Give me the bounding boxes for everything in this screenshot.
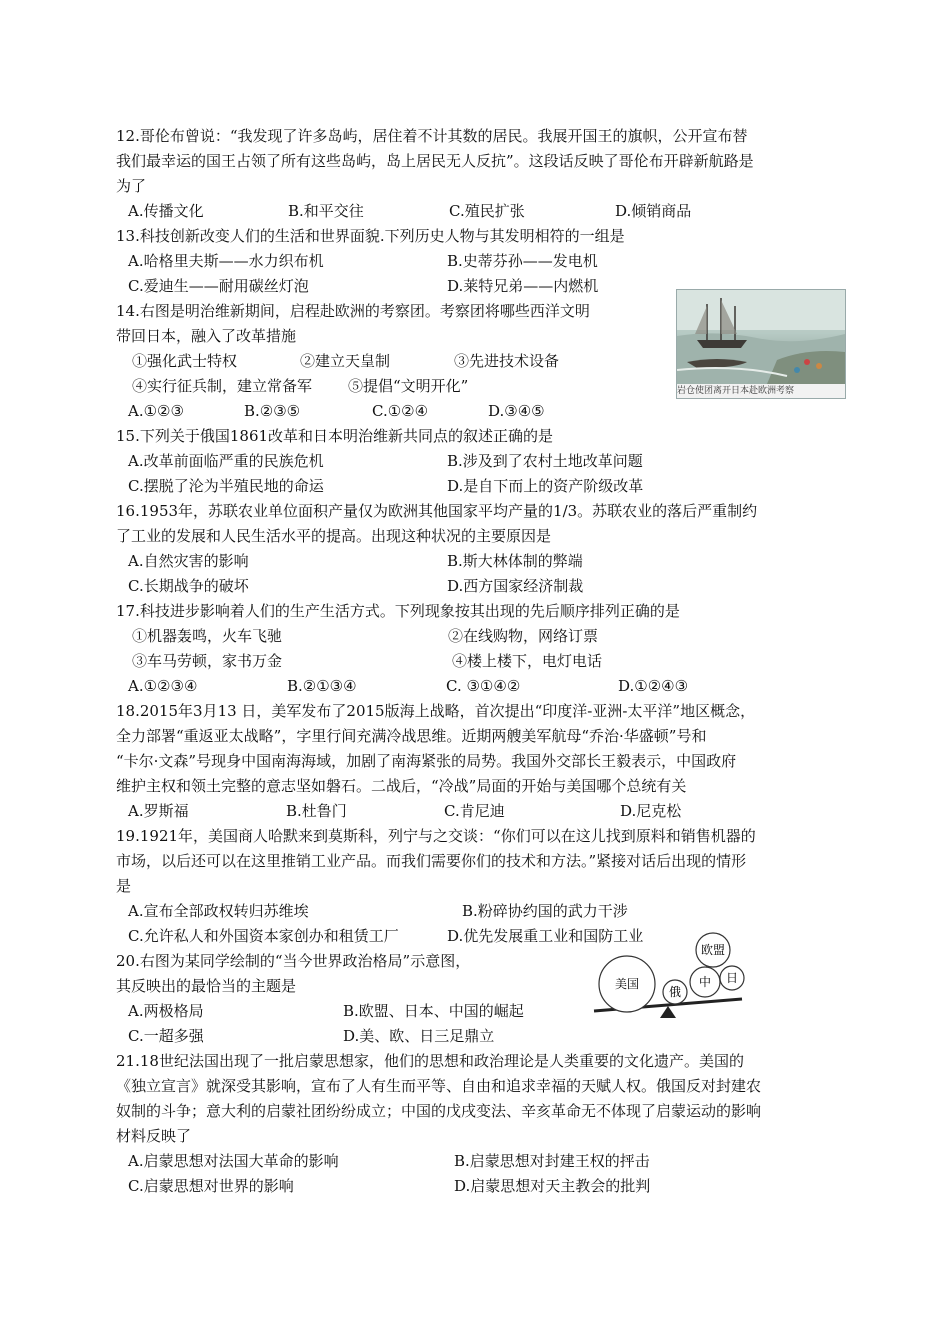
- q19-option-b: B.粉碎协约国的武力干涉: [462, 902, 628, 920]
- q15-option-b: B.涉及到了农村土地改革问题: [447, 452, 643, 470]
- q19-line-1: 19.1921年，美国商人哈默来到莫斯科，列宁与之交谈：“你们可以在这儿找到原料和销售机器的: [116, 827, 756, 845]
- q20-option-d: D.美、欧、日三足鼎立: [343, 1027, 495, 1045]
- q13-option-a: A.哈格里夫斯——水力织布机: [128, 252, 324, 270]
- image-caption: 岩仓使团离开日本赴欧洲考察: [677, 384, 845, 398]
- q14-item-3: ③先进技术设备: [454, 352, 560, 370]
- q16-option-a: A.自然灾害的影响: [128, 552, 249, 570]
- q12-line-2: 我们最幸运的国王占领了所有这些岛屿，岛上居民无人反抗”。这段话反映了哥伦布开辟新航路是: [116, 152, 754, 170]
- q21-option-d: D.启蒙思想对天主教会的批判: [454, 1177, 651, 1195]
- eu-label: 欧盟: [700, 943, 726, 957]
- q17-item-3: ③车马劳顿，家书万金: [132, 652, 283, 670]
- q21-line-1: 21.18世纪法国出现了一批启蒙思想家，他们的思想和政治理论是人类重要的文化遗产。美国的: [116, 1052, 744, 1070]
- q12-option-a: A.传播文化: [128, 202, 204, 220]
- q19-line-2: 市场，以后还可以在这里推销工业产品。而我们需要你们的技术和方法。”紧接对话后出现的情形: [116, 852, 747, 870]
- q14-option-b: B.②③⑤: [244, 402, 301, 420]
- q20-option-b: B.欧盟、日本、中国的崛起: [343, 1002, 524, 1020]
- q15-option-a: A.改革前面临严重的民族危机: [128, 452, 324, 470]
- q20-option-a: A.两极格局: [128, 1002, 204, 1020]
- q17-item-1: ①机器轰鸣，火车飞驰: [132, 627, 283, 645]
- q17-option-a: A.①②③④: [128, 677, 198, 695]
- q15-stem: 15.下列关于俄国1861改革和日本明治维新共同点的叙述正确的是: [116, 427, 554, 445]
- q16-option-c: C.长期战争的破坏: [128, 577, 249, 595]
- q21-line-3: 奴制的斗争；意大利的启蒙社团纷纷成立；中国的戊戌变法、辛亥革命无不体现了启蒙运动的影响: [116, 1102, 762, 1120]
- q16-option-d: D.西方国家经济制裁: [447, 577, 584, 595]
- q14-option-a: A.①②③: [128, 402, 184, 420]
- q21-option-a: A.启蒙思想对法国大革命的影响: [128, 1152, 339, 1170]
- q19-option-a: A.宣布全部政权转归苏维埃: [128, 902, 309, 920]
- q13-option-d: D.莱特兄弟——内燃机: [447, 277, 599, 295]
- q13-stem: 13.科技创新改变人们的生活和世界面貌.下列历史人物与其发明相符的一组是: [116, 227, 625, 245]
- q14-item-5: ⑤提倡“文明开化”: [348, 377, 469, 395]
- q20-line-1: 20.右图为某同学绘制的“当今世界政治格局”示意图，: [116, 952, 471, 970]
- seesaw-fulcrum: [660, 1006, 676, 1018]
- q14-line-1: 14.右图是明治维新期间，启程赴欧洲的考察团。考察团将哪些西洋文明: [116, 302, 590, 320]
- q16-line-2: 了工业的发展和人民生活水平的提高。出现这种状况的主要原因是: [116, 527, 552, 545]
- q17-option-d: D.①②④③: [618, 677, 689, 695]
- q16-line-1: 16.1953年，苏联农业单位面积产量仅为欧洲其他国家平均产量的1/3。苏联农业的落后严重制约: [116, 502, 758, 520]
- world-politics-seesaw-diagram: [588, 928, 748, 1028]
- q14-item-1: ①强化武士特权: [132, 352, 238, 370]
- q18-option-d: D.尼克松: [620, 802, 682, 820]
- q13-option-c: C.爱迪生——耐用碳丝灯泡: [128, 277, 309, 295]
- q15-option-d: D.是自下而上的资产阶级改革: [447, 477, 644, 495]
- q14-option-c: C.①②④: [372, 402, 429, 420]
- q18-line-2: 全力部署“重返亚太战略”，字里行间充满冷战思维。近期两艘美军航母“乔治·华盛顿”号和: [116, 727, 707, 745]
- q14-item-4: ④实行征兵制，建立常备军: [132, 377, 313, 395]
- q21-line-4: 材料反映了: [116, 1127, 192, 1145]
- q17-option-b: B.②①③④: [287, 677, 357, 695]
- q12-line-3: 为了: [116, 177, 147, 195]
- q21-line-2: 《独立宣言》就深受其影响，宣布了人有生而平等、自由和追求幸福的天赋人权。俄国反对封建农: [116, 1077, 762, 1095]
- q21-option-b: B.启蒙思想对封建王权的抨击: [454, 1152, 650, 1170]
- ship-illustration: [677, 290, 845, 384]
- q20-option-c: C.一超多强: [128, 1027, 204, 1045]
- q14-item-2: ②建立天皇制: [300, 352, 391, 370]
- q16-option-b: B.斯大林体制的弊端: [447, 552, 583, 570]
- q12-option-c: C.殖民扩张: [449, 202, 525, 220]
- q14-option-d: D.③④⑤: [488, 402, 545, 420]
- q12-line-1: 12.哥伦布曾说：“我发现了许多岛屿，居住着不计其数的居民。我展开国王的旗帜，公开宣布替: [116, 127, 748, 145]
- q14-line-2: 带回日本，融入了改革措施: [116, 327, 297, 345]
- q17-stem: 17.科技进步影响着人们的生产生活方式。下列现象按其出现的先后顺序排列正确的是: [116, 602, 680, 620]
- q18-option-b: B.杜鲁门: [286, 802, 347, 820]
- q21-option-c: C.启蒙思想对世界的影响: [128, 1177, 294, 1195]
- q19-option-d: D.优先发展重工业和国防工业: [447, 927, 644, 945]
- q17-item-4: ④楼上楼下，电灯电话: [452, 652, 603, 670]
- q18-option-c: C.肯尼迪: [444, 802, 505, 820]
- q17-option-c: C. ③①④②: [446, 677, 521, 695]
- q15-option-c: C.摆脱了沦为半殖民地的命运: [128, 477, 324, 495]
- q12-option-b: B.和平交往: [288, 202, 364, 220]
- japan-label: 日: [725, 971, 739, 985]
- q20-line-2: 其反映出的最恰当的主题是: [116, 977, 297, 995]
- q17-item-2: ②在线购物，网络订票: [448, 627, 599, 645]
- q19-option-c: C.允许私人和外国资本家创办和租赁工厂: [128, 927, 399, 945]
- russia-label: 俄: [668, 985, 682, 999]
- q18-line-1: 18.2015年3月13 日，美军发布了2015版海上战略，首次提出“印度洋-亚洲-太平洋”地区概念，: [116, 702, 756, 720]
- q19-line-3: 是: [116, 877, 132, 895]
- china-label: 中: [698, 975, 712, 989]
- q18-line-4: 维护主权和领土完整的意志坚如磐石。二战后，“冷战”局面的开始与美国哪个总统有关: [116, 777, 687, 795]
- q13-option-b: B.史蒂芬孙——发电机: [447, 252, 598, 270]
- q18-option-a: A.罗斯福: [128, 802, 189, 820]
- iwakura-mission-image: [676, 289, 846, 399]
- usa-label: 美国: [614, 977, 640, 991]
- q18-line-3: “卡尔·文森”号现身中国南海海域，加剧了南海紧张的局势。我国外交部长王毅表示，中国政府: [116, 752, 737, 770]
- q12-option-d: D.倾销商品: [615, 202, 692, 220]
